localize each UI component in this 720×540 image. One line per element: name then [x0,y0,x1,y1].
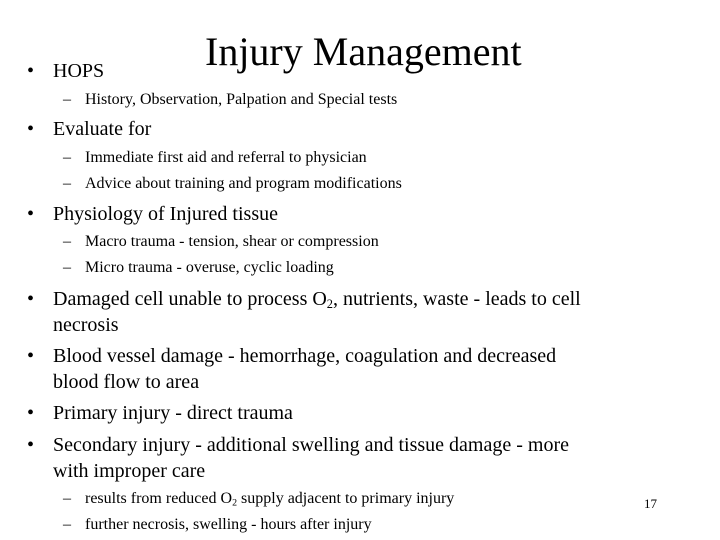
bullet-hops: • [27,60,35,82]
bullet-physiology: • [27,203,35,225]
bullet-hops-label: HOPS [53,60,105,82]
damaged-cell-subscript: 2 [326,297,333,312]
sub-secondary-2: further necrosis, swelling - hours after injury [85,516,372,533]
dash-secondary-2: – [63,516,71,533]
page-number: 17 [644,496,657,511]
dash-hops: – [63,91,71,108]
bullet-evaluate-label: Evaluate for [53,118,152,140]
sub-physiology-2: Micro trauma - overuse, cyclic loading [85,259,334,276]
dash-physiology-1: – [63,233,71,250]
damaged-cell-text-b: , nutrients, waste - leads to cell [333,288,581,310]
bullet-blood-vessel-line1: Blood vessel damage - hemorrhage, coagulation and decreased [53,345,557,367]
sub-hops: History, Observation, Palpation and Special tests [85,91,398,108]
damaged-cell-text-a: Damaged cell unable to process O [53,288,327,310]
secondary-sub1-subscript: 2 [232,497,238,509]
sub-secondary-1 [85,488,454,510]
bullet-damaged-cell-line2: necrosis [53,314,119,336]
bullet-secondary: • [27,434,35,456]
bullet-secondary-line2: with improper care [53,460,206,482]
dash-physiology-2: – [63,259,71,276]
bullet-damaged-cell: • [27,288,35,310]
dash-evaluate-1: – [63,149,71,166]
sub-physiology-1: Macro trauma - tension, shear or compression [85,233,379,250]
bullet-secondary-line1: Secondary injury - additional swelling and tissue damage - more [53,434,569,456]
secondary-sub1-text-b: supply adjacent to primary injury [237,490,455,507]
sub-evaluate-1: Immediate first aid and referral to physician [85,149,367,166]
bullet-blood-vessel: • [27,345,35,367]
slide-title: Injury Management [205,29,522,74]
secondary-sub1-text-a: results from reduced O [85,490,233,507]
bullet-blood-vessel-line2: blood flow to area [53,371,200,393]
bullet-evaluate: • [27,118,35,140]
dash-evaluate-2: – [63,175,71,192]
bullet-primary: • [27,402,35,424]
bullet-primary-label: Primary injury - direct trauma [53,402,293,424]
bullet-physiology-label: Physiology of Injured tissue [53,203,278,225]
sub-evaluate-2: Advice about training and program modifications [85,175,402,192]
bullet-damaged-cell-line1 [53,286,581,312]
dash-secondary-1: – [63,490,71,507]
